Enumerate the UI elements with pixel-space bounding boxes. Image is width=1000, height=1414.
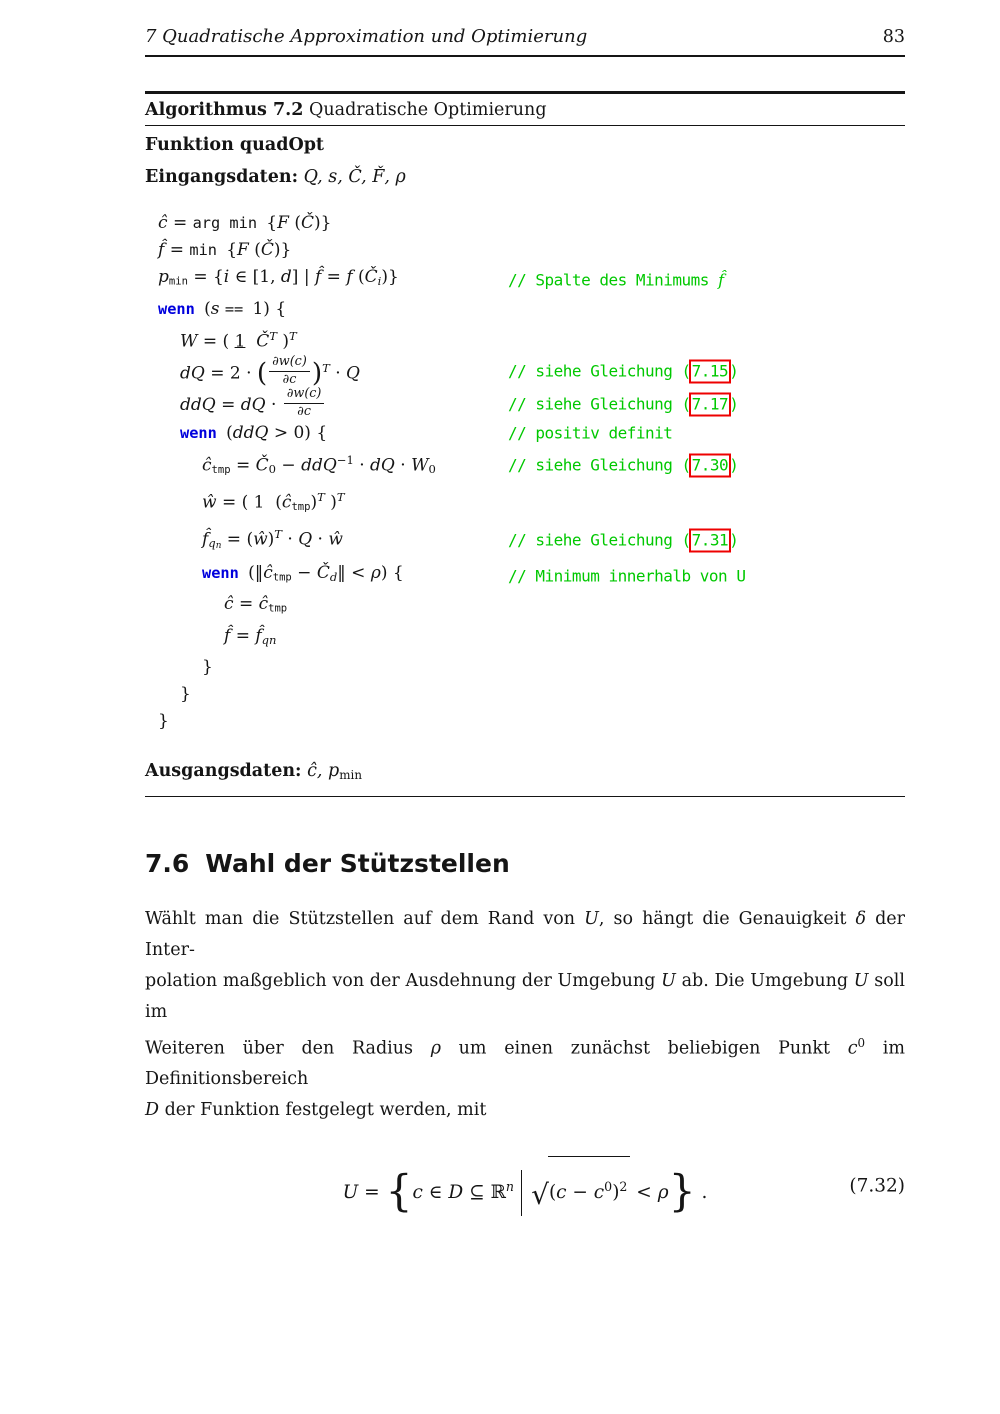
- fraction: $\frac{\partial w(c)}{\partial c}$: [269, 355, 310, 387]
- math-token: c: [593, 1182, 605, 1204]
- algorithm-line: [145, 237, 905, 264]
- math-token: ŵ: [202, 492, 222, 513]
- math-token: tmp: [211, 463, 231, 476]
- math-token: Č: [255, 455, 269, 476]
- algorithm-label: Algorithmus 7.2: [145, 100, 304, 120]
- math-token: Č: [316, 562, 330, 583]
- outputs-math: [307, 761, 362, 781]
- math-token: ŵ: [328, 529, 343, 550]
- math-token: dQ: [240, 395, 271, 416]
- algorithm-line: [145, 387, 905, 419]
- math-token: ddQ: [232, 422, 274, 443]
- algorithm-line: [145, 296, 905, 323]
- math-token: = (: [221, 529, 254, 550]
- math-token: c: [556, 1182, 573, 1204]
- math-token: Weiteren über den Radius: [145, 1038, 431, 1059]
- algorithm-line: [145, 591, 905, 623]
- math-token: d: [280, 267, 292, 287]
- math-token: qn: [261, 632, 277, 647]
- math-token: i: [223, 267, 235, 287]
- math-token: {: [226, 240, 238, 260]
- math-token: =: [364, 1182, 386, 1204]
- math-token: T: [336, 489, 345, 504]
- math-token: (: [548, 1182, 557, 1204]
- math-token: der Inter-: [145, 908, 905, 960]
- math-token: (: [254, 240, 261, 260]
- equation-ref-link[interactable]: 7.15: [689, 360, 732, 384]
- comment-text: ): [729, 394, 739, 414]
- math-token: U: [853, 970, 869, 991]
- math-token: (: [226, 422, 233, 443]
- math-token: ŵ: [253, 529, 268, 550]
- algorithm-line: [145, 654, 905, 681]
- math-token: ): [311, 358, 323, 389]
- math-token: =: [326, 267, 347, 287]
- paragraph-line: [145, 904, 905, 966]
- code-comment: [508, 452, 738, 479]
- math-token: ): [612, 1182, 620, 1204]
- math-token: im Definitionsbereich: [145, 1038, 905, 1090]
- math-token: i: [377, 273, 382, 288]
- math-token: d: [329, 569, 338, 584]
- math-token: wenn: [158, 299, 205, 318]
- math-token: Q, s, Č, F̌, ρ: [303, 167, 406, 187]
- display-equation: [145, 1156, 905, 1216]
- math-token: (: [204, 298, 211, 319]
- math-token: ĉ: [224, 594, 239, 615]
- math-token: tmp: [291, 500, 311, 513]
- math-token: ddQ: [301, 455, 337, 476]
- math-token: .: [695, 1182, 708, 1204]
- algorithm-function-line: Funktion quadOpt: [145, 135, 325, 155]
- section-number: 7.6: [145, 848, 190, 878]
- comment-text: ): [729, 455, 739, 475]
- math-token: tmp: [272, 571, 292, 584]
- math-token: ddQ: [180, 395, 222, 416]
- math-token: −: [291, 562, 317, 583]
- math-token: f̂: [255, 626, 262, 647]
- math-token: =: [230, 455, 256, 476]
- math-token: s: [210, 298, 225, 319]
- math-token: soll im: [145, 970, 905, 1022]
- math-token: polation maßgeblich von der Ausdehnung der Umgebung: [145, 970, 662, 991]
- math-token: ): [310, 492, 318, 513]
- paragraph-line: [145, 1028, 905, 1096]
- math-token: ĉ: [258, 594, 269, 615]
- algorithm-line: [145, 210, 905, 237]
- math-token: }: [320, 213, 332, 233]
- math-token: 0: [428, 462, 436, 476]
- algorithm-inputs-line: [145, 165, 905, 190]
- math-token: = ( 1 (: [221, 492, 282, 513]
- math-token: =: [238, 594, 259, 615]
- math-token: ): [313, 213, 321, 233]
- math-token: }: [668, 1167, 696, 1217]
- math-token: T: [269, 328, 277, 343]
- math-token: ): [324, 492, 337, 513]
- math-token: T: [322, 360, 330, 375]
- page-number: 83: [882, 27, 905, 47]
- equation-ref-link[interactable]: 7.17: [689, 392, 732, 416]
- math-token: ĉ: [263, 562, 273, 583]
- math-token: ·: [271, 395, 282, 416]
- math-token: }: [280, 240, 292, 260]
- comment-text: ): [729, 361, 739, 381]
- inputs-math: [304, 167, 406, 187]
- math-token: Č: [256, 330, 270, 351]
- section-title: Wahl der Stützstellen: [205, 848, 510, 878]
- math-token: {: [385, 1167, 413, 1217]
- math-token: 0: [268, 462, 276, 476]
- math-token: um einen zunächst beliebigen Punkt: [440, 1038, 848, 1059]
- equation-math: [342, 1167, 708, 1217]
- paragraph-line: [145, 966, 905, 1028]
- math-token: Q: [346, 363, 360, 384]
- math-token: T: [274, 526, 282, 541]
- algorithm-line: [145, 323, 905, 355]
- math-token: ab. Die Umgebung: [675, 970, 854, 991]
- math-token: }: [180, 683, 191, 704]
- math-token: Č: [260, 240, 274, 260]
- math-token: ): [276, 330, 289, 351]
- math-token: )}: [381, 267, 399, 287]
- math-token: =: [235, 626, 256, 647]
- math-token: > 0) {: [273, 422, 328, 443]
- math-token: ρ: [430, 1038, 441, 1059]
- math-token: p: [158, 267, 169, 287]
- comment-text: ): [729, 530, 739, 550]
- algorithm-line: [145, 355, 905, 388]
- math-token: = 2 ·: [210, 363, 257, 384]
- equation-ref-link[interactable]: 7.31: [689, 529, 732, 553]
- code-comment: [508, 420, 672, 447]
- algorithm-caption-text: Quadratische Optimierung: [309, 100, 547, 120]
- algorithm-body: [145, 210, 905, 735]
- algorithm-block: [145, 91, 905, 797]
- math-token: f̂: [224, 626, 236, 647]
- math-token: <: [630, 1182, 658, 1204]
- math-token: −: [572, 1182, 594, 1204]
- algorithm-line: [145, 681, 905, 708]
- math-token: (: [256, 358, 268, 389]
- equation-tag: (7.32): [849, 1175, 905, 1197]
- math-token: −: [276, 455, 302, 476]
- math-token: ): [273, 240, 281, 260]
- math-token: U: [661, 970, 676, 991]
- math-token: ⊆ ℝ: [469, 1182, 506, 1204]
- math-token: ·: [329, 363, 347, 384]
- math-token: {: [266, 213, 278, 233]
- algorithm-line: [145, 623, 905, 654]
- comment-text: // siehe Gleichung (: [508, 530, 691, 550]
- comment-text: f̂: [718, 270, 724, 290]
- math-token: ∈: [428, 1182, 449, 1204]
- comment-text: // positiv definit: [508, 423, 673, 443]
- comment-text: // siehe Gleichung (: [508, 455, 691, 475]
- math-token: ·: [317, 529, 329, 550]
- math-token: ): [267, 529, 275, 550]
- math-token: ĉ, p: [307, 760, 340, 781]
- math-token: wenn: [202, 563, 249, 582]
- code-comment: [508, 266, 724, 293]
- math-token: n: [505, 1179, 514, 1195]
- math-token: Č: [300, 213, 314, 233]
- math-token: T: [288, 328, 297, 343]
- body-paragraph: [145, 904, 905, 1127]
- algorithm-outputs-line: [145, 759, 905, 797]
- math-token: f̂: [158, 240, 170, 260]
- running-header: [145, 26, 905, 57]
- fraction: $\frac{\partial w(c)}{\partial c}$: [284, 387, 325, 419]
- math-token: δ: [855, 908, 866, 929]
- comment-text: // siehe Gleichung (: [508, 394, 691, 414]
- math-token: ==: [224, 299, 253, 318]
- math-token: ‖ <: [337, 562, 371, 583]
- math-token: W: [411, 455, 429, 476]
- math-token: 0: [604, 1179, 613, 1195]
- math-token: 1: [234, 330, 246, 351]
- math-token: }: [158, 710, 169, 731]
- algorithm-line: [145, 264, 905, 296]
- math-token: =: [169, 240, 190, 260]
- math-token: ·: [400, 455, 412, 476]
- math-token: min: [339, 767, 362, 782]
- math-token: min: [168, 275, 188, 288]
- outputs-label: Ausgangsdaten:: [145, 760, 302, 781]
- math-token: (: [358, 267, 365, 287]
- math-token: ρ: [370, 562, 381, 583]
- algorithm-line: [145, 420, 905, 447]
- math-token: W: [180, 330, 203, 351]
- algorithm-line: [145, 560, 905, 592]
- math-token: ρ: [657, 1182, 669, 1204]
- math-token: (: [294, 213, 301, 233]
- algorithm-line: [145, 447, 905, 484]
- math-token: Č: [364, 267, 378, 287]
- math-token: = (: [202, 330, 235, 351]
- paragraph-line: [145, 1095, 905, 1126]
- math-token: ·: [353, 455, 371, 476]
- code-comment: [508, 562, 745, 589]
- sqrt-radical-icon: √: [531, 1178, 549, 1212]
- math-token: 2: [619, 1179, 628, 1195]
- math-token: =: [172, 213, 193, 233]
- math-token: = {: [187, 267, 224, 287]
- math-token: c: [847, 1038, 858, 1059]
- algorithm-line: [145, 484, 905, 521]
- math-token: q: [208, 535, 216, 550]
- math-token: =: [221, 395, 241, 416]
- math-token: ) {: [380, 562, 404, 583]
- math-token: ĉ: [281, 492, 292, 513]
- math-token: U: [584, 908, 599, 929]
- math-token: f̂: [314, 267, 327, 287]
- math-token: min: [189, 241, 227, 259]
- math-token: U: [342, 1182, 365, 1204]
- math-token: dQ: [180, 363, 211, 384]
- math-token: , so hängt die Genauigkeit: [598, 908, 856, 929]
- comment-text: // Minimum innerhalb von U: [508, 566, 746, 586]
- math-token: (‖: [248, 562, 264, 583]
- sqrt-expression: [531, 1156, 630, 1225]
- equation-ref-link[interactable]: 7.30: [689, 454, 732, 478]
- math-token: tmp: [268, 603, 288, 616]
- code-comment: [508, 527, 738, 554]
- code-comment: [508, 358, 738, 385]
- math-token: arg min: [192, 214, 267, 232]
- math-token: [245, 331, 256, 351]
- math-token: F: [237, 240, 255, 260]
- math-token: ∈ [1,: [234, 267, 281, 287]
- math-token: f̂: [202, 529, 209, 550]
- math-token: D: [145, 1100, 160, 1121]
- math-token: }: [202, 656, 213, 677]
- math-token: c: [412, 1182, 429, 1204]
- math-token: −1: [336, 452, 354, 467]
- code-comment: [508, 390, 738, 417]
- math-token: f: [346, 267, 359, 287]
- math-token: 1) {: [252, 298, 287, 319]
- math-token: ĉ: [202, 455, 212, 476]
- math-token: dQ: [370, 455, 401, 476]
- algorithm-line: [145, 521, 905, 560]
- chapter-header-title: 7 Quadratische Approximation und Optimierung: [145, 26, 588, 47]
- math-token: ·: [281, 529, 299, 550]
- math-token: der Funktion festgelegt werden, mit: [159, 1100, 487, 1121]
- inputs-label: Eingangsdaten:: [145, 167, 299, 187]
- math-token: Wählt man die Stützstellen auf dem Rand von: [145, 908, 585, 929]
- math-token: ] |: [291, 267, 315, 287]
- math-token: n: [215, 540, 222, 551]
- algorithm-caption: [145, 91, 905, 126]
- comment-text: // siehe Gleichung (: [508, 361, 691, 381]
- math-token: 0: [857, 1035, 866, 1050]
- section-heading: [145, 849, 905, 878]
- comment-text: // Spalte des Minimums: [508, 270, 719, 290]
- math-token: wenn: [180, 423, 227, 442]
- math-token: ĉ: [158, 213, 173, 233]
- set-condition-bar: [521, 1170, 522, 1216]
- math-token: Q: [298, 529, 318, 550]
- math-token: D: [448, 1182, 470, 1204]
- algorithm-line: [145, 708, 905, 735]
- math-token: T: [317, 489, 325, 504]
- math-token: F: [277, 213, 295, 233]
